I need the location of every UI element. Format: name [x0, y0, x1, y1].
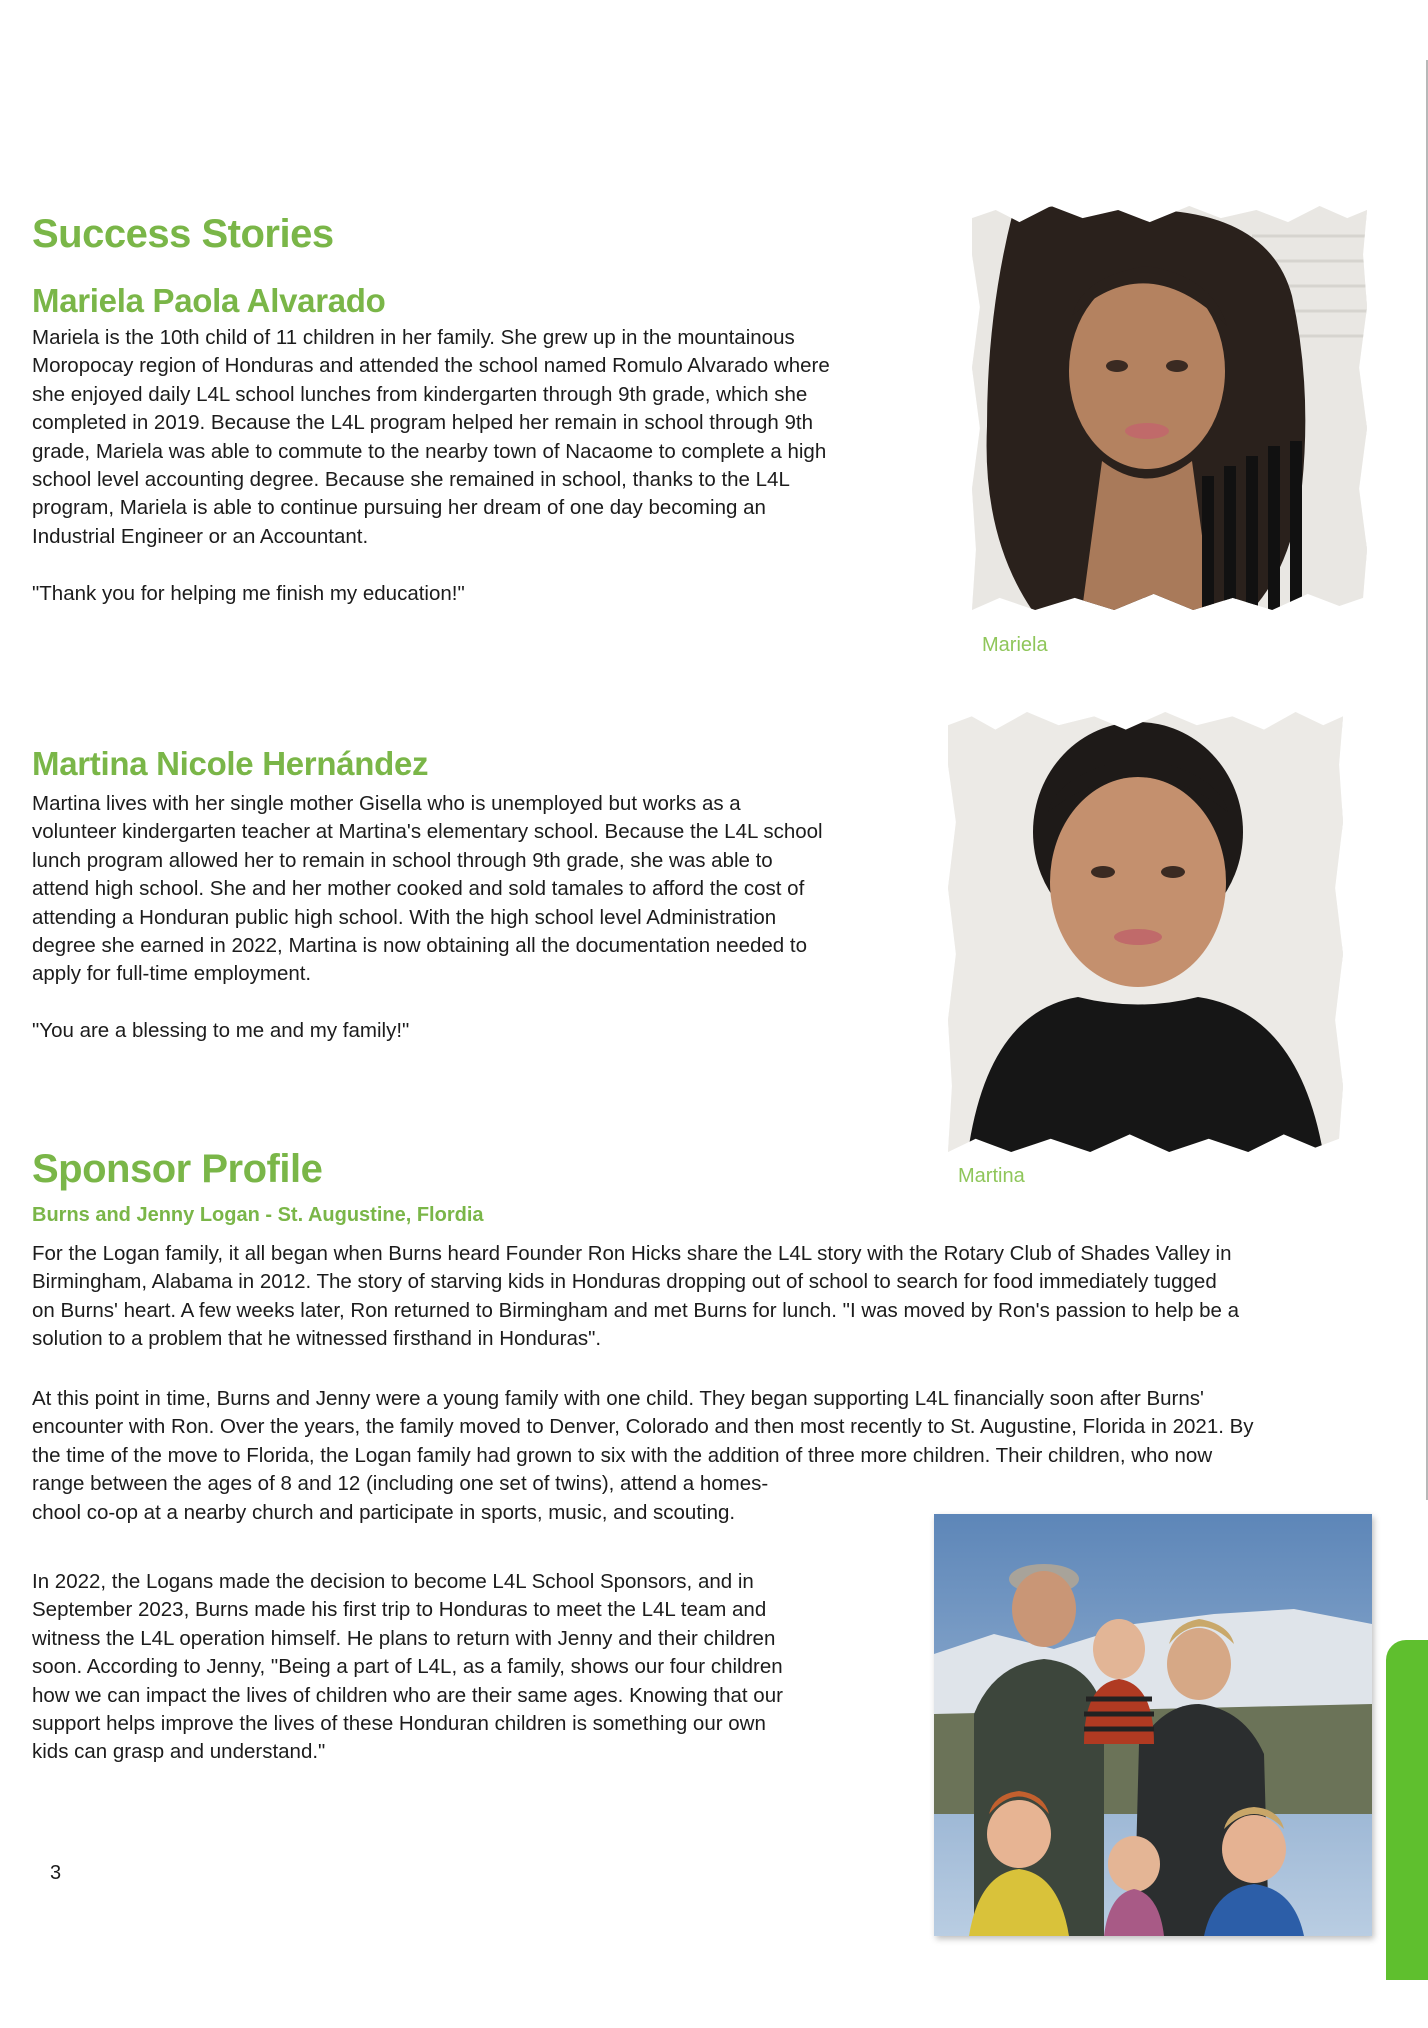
- story-line: completed in 2019. Because the L4L program helped her remain in school through 9th: [32, 411, 814, 435]
- martina-name-heading: Martina Nicole Hernández: [32, 745, 429, 782]
- story-line: school level accounting degree. Because she remained in school, thanks to the L4L: [32, 468, 790, 492]
- logan-family-photo: [934, 1514, 1372, 1936]
- martina-photo-caption: Martina: [958, 1165, 1025, 1187]
- story-line: attending a Honduran public high school. With the high school level Administration: [32, 905, 777, 929]
- story-line: Mariela is the 10th child of 11 children in her family. She grew up in the mountainous: [32, 326, 795, 349]
- sponsor-paragraph-3: [32, 1568, 912, 1767]
- martina-portrait-image: [948, 712, 1343, 1152]
- section-title-sponsor-profile: Sponsor Profile: [32, 1147, 323, 1191]
- sponsor-line: September 2023, Burns made his first trip to Honduras to meet the L4L team and: [32, 1598, 767, 1622]
- green-edge-tab: [1386, 1640, 1428, 1980]
- sponsor-line: encounter with Ron. Over the years, the family moved to Denver, Colorado and then most recently to St. Augustine, Florida in 2021. By: [32, 1415, 1254, 1439]
- mariela-name-heading: Mariela Paola Alvarado: [32, 282, 386, 319]
- sponsor-subheading: Burns and Jenny Logan - St. Augustine, Flordia: [32, 1204, 484, 1226]
- story-line: Industrial Engineer or an Accountant.: [32, 524, 369, 548]
- sponsor-line: witness the L4L operation himself. He plans to return with Jenny and their children: [32, 1626, 776, 1650]
- sponsor-paragraph-2: [32, 1385, 1372, 1527]
- sponsor-line: For the Logan family, it all began when Burns heard Founder Ron Hicks share the L4L story with the Rotary Club of Shades Valley in: [32, 1242, 1232, 1265]
- sponsor-line: At this point in time, Burns and Jenny were a young family with one child. They began supporting L4L financially soon after Burns': [32, 1387, 1204, 1410]
- sponsor-line: chool co-op at a nearby church and participate in sports, music, and scouting.: [32, 1500, 736, 1524]
- martina-quote: "You are a blessing to me and my family!": [32, 1019, 410, 1042]
- mariela-portrait-image: [972, 206, 1367, 610]
- mariela-photo-caption: Mariela: [982, 634, 1048, 656]
- story-line: program, Mariela is able to continue pursuing her dream of one day becoming an: [32, 496, 766, 520]
- family-image: [934, 1514, 1372, 1936]
- story-line: lunch program allowed her to remain in school through 9th grade, she was able to: [32, 848, 773, 872]
- mariela-story: [32, 324, 932, 551]
- story-line: apply for full-time employment.: [32, 962, 312, 986]
- sponsor-line: support helps improve the lives of these Honduran children is something our own: [32, 1712, 766, 1736]
- page-number: 3: [50, 1862, 62, 1884]
- sponsor-line: In 2022, the Logans made the decision to become L4L School Sponsors, and in: [32, 1570, 754, 1593]
- sponsor-line: Birmingham, Alabama in 2012. The story of starving kids in Honduras dropping out of school to search for food immediately tugged: [32, 1270, 1217, 1294]
- story-line: grade, Mariela was able to commute to the nearby town of Nacaome to complete a high: [32, 439, 827, 463]
- mariela-quote: "Thank you for helping me finish my education!": [32, 582, 465, 605]
- story-line: she enjoyed daily L4L school lunches from kindergarten through 9th grade, which she: [32, 382, 808, 406]
- sponsor-line: soon. According to Jenny, "Being a part of L4L, as a family, shows our four children: [32, 1655, 783, 1679]
- sponsor-line: the time of the move to Florida, the Logan family had grown to six with the addition of three more children. Their children, who now: [32, 1443, 1213, 1467]
- story-line: Moropocay region of Honduras and attended the school named Romulo Alvarado where: [32, 354, 830, 378]
- sponsor-line: range between the ages of 8 and 12 (including one set of twins), attend a homes-: [32, 1472, 769, 1496]
- story-line: volunteer kindergarten teacher at Martina's elementary school. Because the L4L school: [32, 820, 823, 844]
- section-title-success-stories: Success Stories: [32, 212, 334, 256]
- story-line: attend high school. She and her mother cooked and sold tamales to afford the cost of: [32, 877, 805, 901]
- martina-photo: [948, 712, 1343, 1152]
- sponsor-line: how we can impact the lives of children who are their same ages. Knowing that our: [32, 1683, 783, 1707]
- martina-story: [32, 790, 932, 989]
- sponsor-line: solution to a problem that he witnessed firsthand in Honduras".: [32, 1327, 602, 1351]
- story-line: degree she earned in 2022, Martina is now obtaining all the documentation needed to: [32, 934, 807, 958]
- sponsor-line: on Burns' heart. A few weeks later, Ron returned to Birmingham and met Burns for lunch. "I was moved by Ron's passion to help be a: [32, 1298, 1240, 1322]
- mariela-photo: [972, 206, 1367, 610]
- story-line: Martina lives with her single mother Gisella who is unemployed but works as a: [32, 792, 741, 815]
- sponsor-paragraph-1: [32, 1240, 1372, 1354]
- sponsor-line: kids can grasp and understand.": [32, 1740, 326, 1764]
